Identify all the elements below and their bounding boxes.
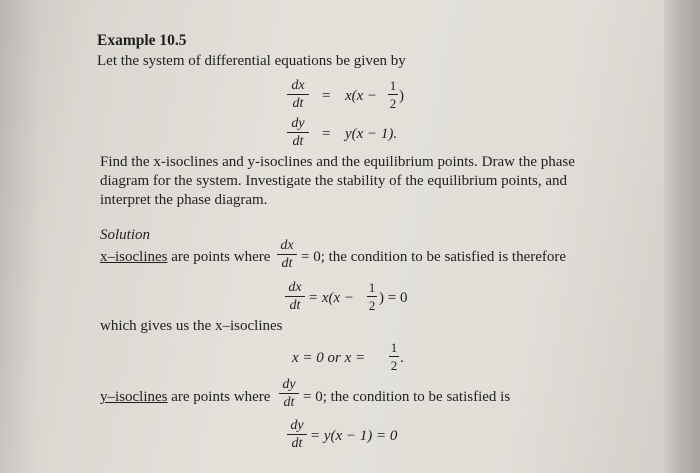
y-cond-fraction	[287, 418, 307, 451]
x-values-end: .	[400, 350, 404, 366]
x-cond-den: dt	[289, 298, 301, 313]
eq2-rhs: y(x − 1).	[345, 126, 398, 142]
x-values-half	[389, 340, 399, 373]
x-cond-num: dx	[288, 280, 302, 295]
x-values-half-num: 1	[390, 340, 398, 355]
eq1-lhs-den: dt	[292, 96, 304, 111]
x-iso-fraction	[277, 238, 297, 271]
eq2-lhs-num: dy	[291, 116, 305, 131]
eq2-lhs-fraction	[287, 116, 309, 149]
page-shadow	[0, 0, 40, 473]
x-isoclines-term: x–isoclines	[100, 249, 168, 265]
y-isoclines-pre: are points where	[171, 389, 271, 405]
task-line-2: diagram for the system. Investigate the stability of the equilibrium points, and	[100, 173, 567, 189]
eq1-equals: =	[322, 88, 331, 104]
x-cond-half-num: 1	[368, 280, 376, 295]
y-iso-frac-num: dy	[282, 377, 296, 392]
y-cond-num: dy	[290, 418, 304, 433]
intro-text: Let the system of differential equations be given by	[97, 53, 406, 69]
y-iso-frac-den: dt	[283, 395, 295, 410]
solution-label: Solution	[100, 227, 151, 243]
y-isoclines-line	[100, 388, 270, 406]
book-edge	[664, 0, 700, 473]
y-cond-den: dt	[291, 436, 303, 451]
task-line-3: interpret the phase diagram.	[100, 192, 268, 208]
task-line-1: Find the x-isoclines and y-isoclines and the equilibrium points. Draw the phase	[100, 154, 575, 170]
eq1-half-fraction	[388, 78, 398, 111]
x-cond-fraction	[285, 280, 305, 313]
x-isoclines-post: = 0; the condition to be satisfied is therefore	[301, 249, 567, 265]
eq1-half-den: 2	[389, 96, 397, 111]
eq1-half-num: 1	[389, 78, 397, 93]
example-heading: Example 10.5	[97, 32, 187, 49]
x-values-left: x = 0 or x =	[292, 350, 366, 366]
x-cond-rhs-b: ) = 0	[379, 290, 408, 306]
x-isoclines-line	[100, 248, 270, 266]
x-iso-frac-num: dx	[280, 238, 294, 253]
eq1-rhs-a: x(x −	[345, 88, 378, 104]
y-isoclines-post: = 0; the condition to be satisfied is	[303, 389, 511, 405]
eq2-equals: =	[322, 126, 331, 142]
eq1-rhs-b: )	[399, 88, 404, 104]
x-values-half-den: 2	[390, 358, 398, 373]
x-cond-half-den: 2	[368, 298, 376, 313]
x-iso-frac-den: dt	[281, 256, 293, 271]
x-cond-half	[367, 280, 377, 313]
y-iso-fraction	[279, 377, 299, 410]
eq1-lhs-num: dx	[291, 78, 305, 93]
eq2-lhs-den: dt	[292, 134, 304, 149]
y-isoclines-term: y–isoclines	[100, 389, 168, 405]
which-gives-text: which gives us the x–isoclines	[100, 318, 283, 334]
x-isoclines-pre: are points where	[171, 249, 271, 265]
x-cond-rhs-a: = x(x −	[308, 290, 355, 306]
eq1-lhs-fraction	[287, 78, 309, 111]
y-cond-rhs: = y(x − 1) = 0	[310, 428, 398, 444]
